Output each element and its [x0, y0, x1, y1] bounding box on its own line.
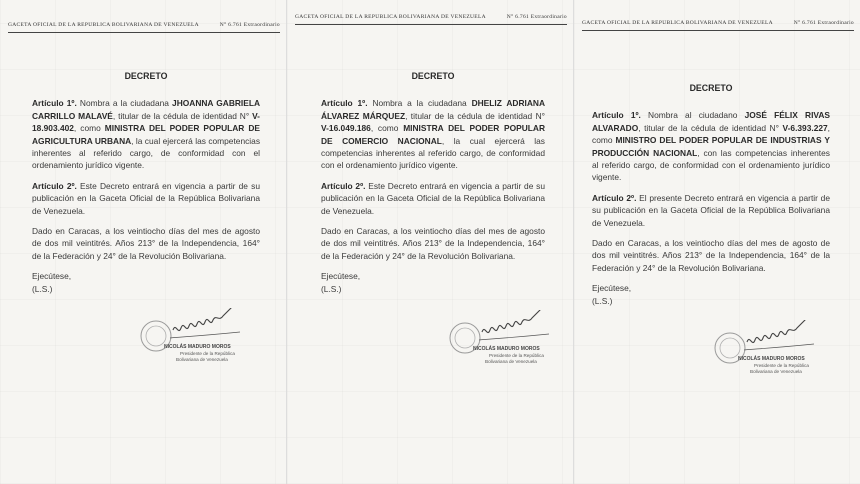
article-text: Nombra a la ciudadana [367, 98, 472, 109]
gazette-page-2 [287, 0, 574, 484]
article-text: , titular de la cédula de identidad N° [405, 110, 545, 121]
signatory-role: Bolivariana de Venezuela [485, 359, 537, 364]
gazette-header [582, 20, 854, 31]
signatory-name: NICOLÁS MADURO MOROS [473, 346, 540, 352]
article-text: , la cual ejercerá las competencias inherentes al referido cargo, de conformidad con el ordenamiento jurídico vigente. [32, 135, 261, 171]
article-label: Artículo 1º. [321, 98, 368, 109]
id-number: V-18.903.402 [32, 110, 260, 134]
signatory-role: Bolivariana de Venezuela [176, 357, 228, 362]
article-text: Este Decreto entrará en vigencia a partir de su publicación en la Gaceta Oficial de la República Bolivariana de Venezuela. [32, 180, 260, 216]
signatory-role: Presidente de la República [489, 353, 544, 358]
article-label: Artículo 2º. [321, 180, 366, 191]
appointee-name: JHOANNA GABRIELA CARRILLO MALAVÉ [32, 98, 261, 121]
ls-mark: (L.S.) [321, 283, 342, 294]
ejecutese: Ejecútese, [321, 271, 361, 282]
signature-block [118, 308, 268, 368]
article-label: Artículo 2º. [32, 180, 77, 191]
article-text: Este Decreto entrará en vigencia a partir de su publicación en la Gaceta Oficial de la República Bolivariana de Venezuela. [321, 180, 545, 216]
office-title: MINISTRA DEL PODER POPULAR DE COMERCIO NACIONAL [321, 123, 545, 146]
id-number: V-6.393.227 [782, 122, 828, 133]
signature-block [692, 320, 842, 380]
decree-title: DECRETO [689, 83, 733, 93]
article-text: El presente Decreto entrará en vigencia a partir de su publicación en la Gaceta Oficial de la República Bolivariana de Venezuela. [592, 192, 830, 228]
article-text: , la cual ejercerá las competencias inherentes al referido cargo, de conformidad con el ordenamiento jurídico vigente. [321, 135, 545, 171]
decree-title: DECRETO [411, 71, 455, 81]
article-1 [592, 109, 830, 183]
dado-paragraph: Dado en Caracas, a los veintiocho días del mes de agosto de dos mil veintitrés. Años 213° de la Independencia, 164° de la Federación y 24° de la Revolución Bolivariana. [321, 226, 545, 261]
office-title: MINISTRA DEL PODER POPULAR DE AGRICULTURA URBANA [32, 123, 260, 146]
article-text: , con las competencias inherentes al referido cargo, de conformidad con el ordenamiento jurídico vigente. [592, 147, 830, 183]
dado-paragraph: Dado en Caracas, a los veintiocho días del mes de agosto de dos mil veintitrés. Años 213° de la Independencia, 164° de la Federación y 24° de la Revolución Bolivariana. [32, 226, 260, 261]
ejecutese: Ejecútese, [592, 283, 632, 294]
ls-mark: (L.S.) [32, 283, 53, 294]
header-number: N° 6.761 Extraordinario [506, 14, 567, 20]
decree-body [592, 82, 830, 307]
article-2 [592, 192, 830, 229]
gazette-page-1 [0, 0, 287, 484]
appointee-name: JOSÉ FÉLIX RIVAS ALVARADO [592, 110, 830, 133]
article-2 [32, 180, 260, 217]
office-title: MINISTRO DEL PODER POPULAR DE INDUSTRIAS Y PRODUCCIÓN NACIONAL [592, 135, 830, 158]
header-number: N° 6.761 Extraordinario [793, 20, 854, 26]
decree-body [32, 70, 260, 295]
id-number: V-16.049.186 [321, 123, 371, 134]
ls-mark: (L.S.) [592, 295, 613, 306]
article-label: Artículo 2º. [592, 192, 637, 203]
signatory-role: Bolivariana de Venezuela [750, 369, 802, 374]
gazette-page-3 [574, 0, 860, 484]
article-1 [321, 97, 545, 171]
header-title: GACETA OFICIAL DE LA REPÚBLICA BOLIVARIANA DE VENEZUELA [8, 22, 199, 28]
header-number: N° 6.761 Extraordinario [219, 22, 280, 28]
gazette-header [295, 14, 567, 25]
ejecutese: Ejecútese, [32, 271, 72, 282]
article-text: Nombra al ciudadano [640, 110, 745, 121]
article-label: Artículo 1º. [592, 110, 641, 121]
gazette-header [8, 22, 280, 33]
article-2 [321, 180, 545, 217]
article-text: , como [73, 123, 105, 134]
article-text: , titular de la cédula de identidad N° [638, 122, 783, 133]
signature-block [427, 310, 574, 370]
signatory-name: NICOLÁS MADURO MOROS [164, 344, 231, 350]
article-label: Artículo 1º. [32, 98, 77, 109]
article-text: , como [370, 123, 404, 134]
decree-title: DECRETO [124, 71, 168, 81]
header-title: GACETA OFICIAL DE LA REPÚBLICA BOLIVARIANA DE VENEZUELA [295, 14, 486, 20]
article-text: , titular de la cédula de identidad N° [112, 110, 253, 121]
article-text: , como [592, 122, 830, 146]
article-text: Nombra a la ciudadana [76, 98, 173, 109]
dado-paragraph: Dado en Caracas, a los veintiocho días del mes de agosto de dos mil veintitrés. Años 213° de la Independencia, 164° de la Federación y 24° de la Revolución Bolivariana. [592, 238, 830, 273]
article-1 [32, 97, 260, 171]
appointee-name: DHELIZ ADRIANA ÁLVAREZ MÁRQUEZ [321, 98, 546, 121]
signatory-role: Presidente de la República [754, 363, 809, 368]
decree-body [321, 70, 545, 295]
header-title: GACETA OFICIAL DE LA REPÚBLICA BOLIVARIANA DE VENEZUELA [582, 20, 773, 26]
signatory-role: Presidente de la República [180, 351, 235, 356]
signatory-name: NICOLÁS MADURO MOROS [738, 356, 805, 362]
